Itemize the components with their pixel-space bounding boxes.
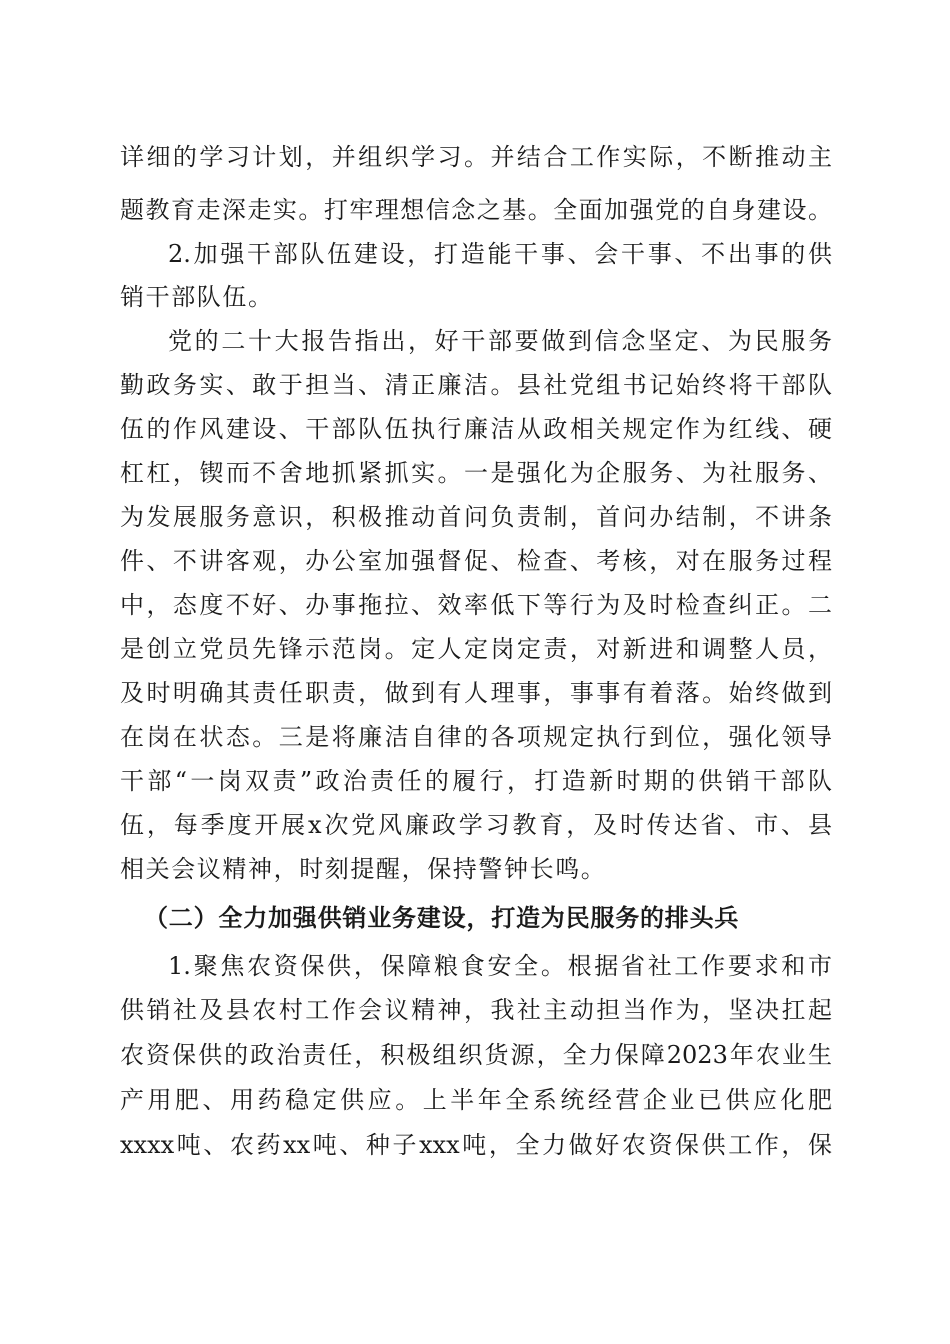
paragraph-line: 详细的学习计划，并组织学习。并结合工作实际，不断推动主 xyxy=(120,143,832,171)
paragraph-line: 伍，每季度开展x次党风廉政学习教育，及时传达省、市、县 xyxy=(120,811,832,839)
paragraph-line: 相关会议精神，时刻提醒，保持警钟长鸣。 xyxy=(120,855,607,883)
paragraph-line: 及时明确其责任职责，做到有人理事，事事有着落。始终做到 xyxy=(120,679,832,707)
paragraph-line: 中，态度不好、办事拖拉、效率低下等行为及时检查纠正。二 xyxy=(120,591,832,619)
section-item-2-title: 2.加强干部队伍建设，打造能干事、会干事、不出事的供 xyxy=(168,240,832,268)
paragraph-line: 为发展服务意识，积极推动首问负责制，首问办结制，不讲条 xyxy=(120,503,832,531)
paragraph-line: 件、不讲客观，办公室加强督促、检查、考核，对在服务过程 xyxy=(120,547,832,575)
paragraph-line: 在岗在状态。三是将廉洁自律的各项规定执行到位，强化领导 xyxy=(120,723,832,751)
paragraph-line: 杠杠，锲而不舍地抓紧抓实。一是强化为企服务、为社服务、 xyxy=(120,459,832,487)
paragraph-line: 是创立党员先锋示范岗。定人定岗定责，对新进和调整人员， xyxy=(120,635,832,663)
paragraph-line: 勤政务实、敢于担当、清正廉洁。县社党组书记始终将干部队 xyxy=(120,371,832,399)
paragraph-line: xxxx吨、农药xx吨、种子xxx吨，全力做好农资保供工作，保 xyxy=(120,1131,832,1159)
paragraph-line: 销干部队伍。 xyxy=(120,283,274,311)
paragraph-line: 农资保供的政治责任，积极组织货源，全力保障2023年农业生 xyxy=(120,1041,832,1069)
paragraph-line: 干部“一岗双责”政治责任的履行，打造新时期的供销干部队 xyxy=(120,767,832,795)
section-heading-2: （二）全力加强供销业务建设，打造为民服务的排头兵 xyxy=(144,903,740,932)
paragraph-line: 伍的作风建设、干部队伍执行廉洁从政相关规定作为红线、硬 xyxy=(120,415,832,443)
paragraph-line: 题教育走深走实。打牢理想信念之基。全面加强党的自身建设。 xyxy=(120,196,832,224)
section-item-1-title: 1.聚焦农资保供，保障粮食安全。根据省社工作要求和市 xyxy=(168,952,832,980)
paragraph-line: 党的二十大报告指出，好干部要做到信念坚定、为民服务 xyxy=(168,327,832,355)
paragraph-line: 产用肥、用药稳定供应。上半年全系统经营企业已供应化肥 xyxy=(120,1086,832,1114)
paragraph-line: 供销社及县农村工作会议精神，我社主动担当作为，坚决扛起 xyxy=(120,996,832,1024)
